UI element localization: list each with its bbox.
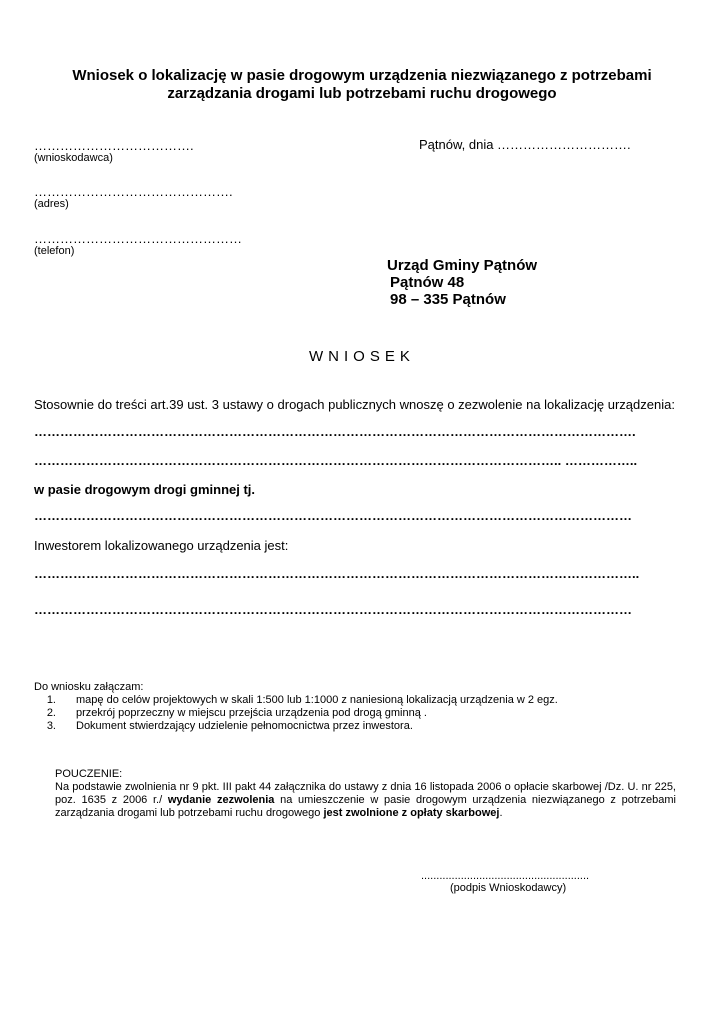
- recipient-line-3: 98 – 335 Pątnów: [390, 291, 506, 308]
- list-item: 3. Dokument stwierdzający udzielenie pełnomocnictwa przez inwestora.: [46, 720, 413, 732]
- list-item: 1. mapę do celów projektowych w skali 1:500 lub 1:1000 z naniesioną lokalizacją urządzenia w 2 egz.: [46, 694, 558, 706]
- investor-field-line-2: …………………………………………………………………………………………………………………………: [34, 602, 632, 617]
- notice-label: POUCZENIE:: [55, 768, 123, 780]
- document-title: [40, 67, 684, 103]
- applicant-address-field: ……………………………………….: [34, 184, 233, 199]
- road-label: w pasie drogowym drogi gminnej tj.: [34, 482, 256, 497]
- device-field-line-1: ………………………………………………………………………………………………………………………….: [34, 424, 636, 439]
- applicant-name-label: (wnioskodawca): [34, 152, 113, 164]
- signature-line: .......................................................: [421, 870, 590, 882]
- title-line-1: Wniosek o lokalizację w pasie drogowym urządzenia niezwiązanego z potrzebami: [72, 67, 652, 84]
- applicant-address-label: (adres): [34, 198, 69, 210]
- recipient-line-2: Pątnów 48: [390, 274, 465, 291]
- investor-field-line-1: …………………………………………………………………………………………………………………………..: [34, 566, 640, 581]
- investor-label: Inwestorem lokalizowanego urządzenia jest:: [34, 538, 289, 553]
- notice-text: Na podstawie zwolnienia nr 9 pkt. III pakt 44 załącznika do ustawy z dnia 16 listopada 2006 o opłacie skarbowej /Dz. U. nr 225, poz. 1635 z 2006 r./ wydanie zezwolenia na umieszczenie w pasie drogowym urządzenia niezwiązanego z potrzebami zarządzania drogami lub potrzebami ruchu drogowego jest zwolnione z opłaty skarbowej.: [55, 781, 676, 819]
- applicant-phone-label: (telefon): [34, 245, 75, 257]
- applicant-name-field: ……………………………….: [34, 138, 194, 153]
- list-item: 2. przekrój poprzeczny w miejscu przejścia urządzenia pod drogą gminną .: [46, 707, 427, 719]
- section-heading: WNIOSEK: [309, 348, 415, 365]
- place-date-field: Pątnów, dnia ………………………….: [419, 137, 631, 152]
- attachments-label: Do wniosku załączam:: [34, 681, 144, 693]
- device-field-line-2: ………………………………………………………………………………………………………….. ……………..: [34, 453, 638, 468]
- intro-text: Stosownie do treści art.39 ust. 3 ustawy o drogach publicznych wnoszę o zezwolenie na lokalizację urządzenia:: [34, 397, 675, 412]
- attachments-list: [34, 694, 558, 733]
- notice-block: [55, 768, 676, 820]
- applicant-phone-field: …………………………………………: [34, 231, 242, 246]
- signature-label: (podpis Wnioskodawcy): [450, 882, 567, 894]
- title-line-2: zarządzania drogami lub potrzebami ruchu drogowego: [167, 85, 557, 102]
- recipient-line-1: Urząd Gminy Pątnów: [387, 257, 538, 274]
- road-field-line: …………………………………………………………………………………………………………………………: [34, 508, 632, 523]
